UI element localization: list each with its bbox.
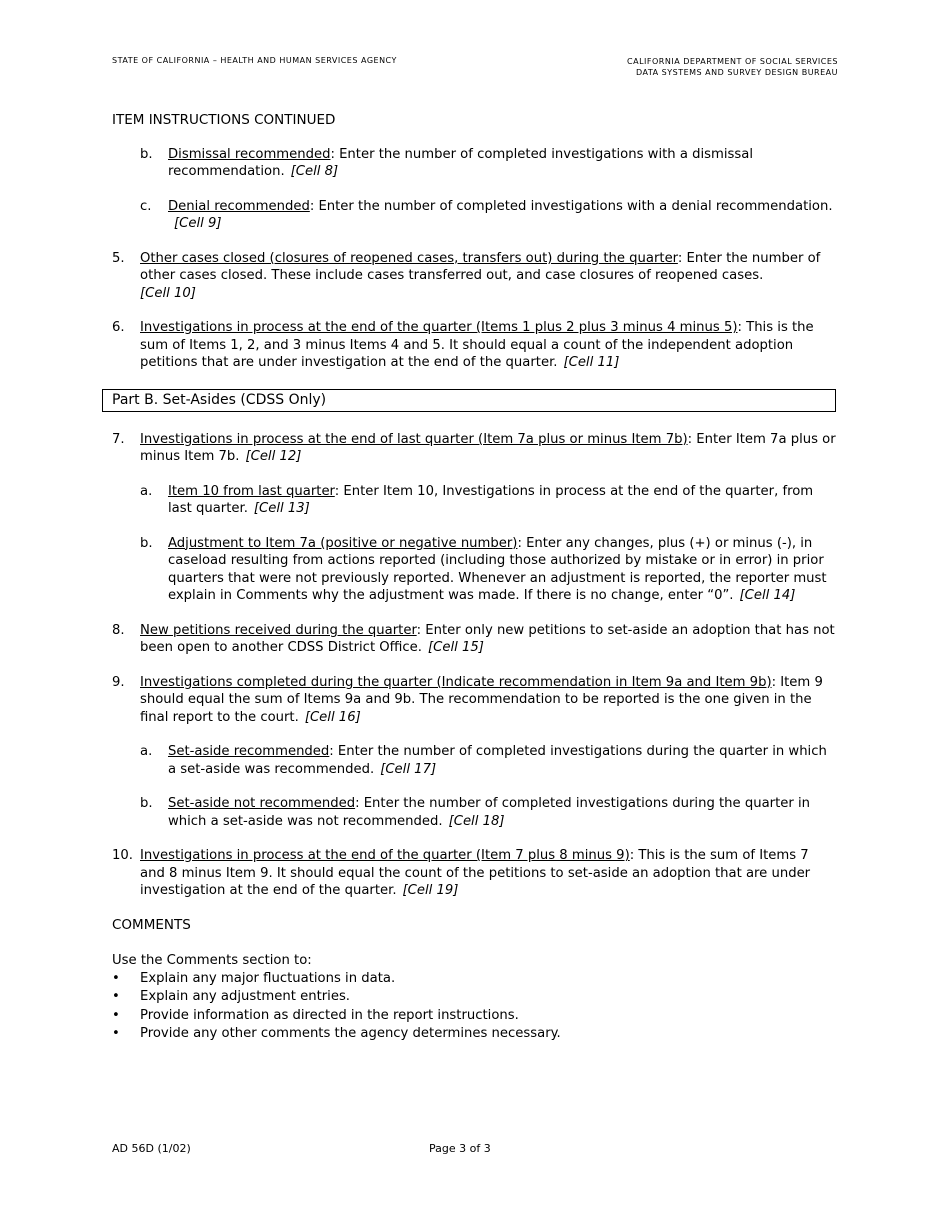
item-title: Item 10 from last quarter [168,483,335,499]
cell-reference: [Cell 18] [448,813,505,829]
section-title: ITEM INSTRUCTIONS CONTINUED [112,112,336,128]
item-title: Other cases closed (closures of reopened cases, transfers out) during the quarter [140,250,678,266]
item-text: : Enter Item 10, Investigations in process at the end of the quarter, from last quarter. [168,483,814,516]
item-number: b. [140,535,153,551]
cell-reference: [Cell 12] [245,449,302,464]
comments-intro: Use the Comments section to: [112,953,312,968]
item-title: Adjustment to Item 7a (positive or negative number) [168,535,518,551]
item-7b [112,535,836,605]
item-text: : This is the sum of Items 7 and 8 minus Item 9. It should equal the count of the petitions to set-aside an adoption that are under investigation at the end of the quarter. [140,848,811,898]
comments-list [112,970,836,1043]
part-b-heading: Part B. Set-Asides (CDSS Only) [102,389,836,412]
list-item-text: Provide information as directed in the report instructions. [140,1007,519,1023]
item-number: 7. [112,431,125,447]
cell-reference: [Cell 13] [253,501,310,516]
cell-reference: [Cell 10] [140,285,196,301]
item-7a [112,483,836,518]
item-title: Denial recommended [168,198,310,214]
item-6 [112,319,836,372]
item-title: Set-aside not recommended [168,796,356,811]
list-item-text: Explain any adjustment entries. [140,989,351,1004]
list-item [112,970,836,988]
item-title: Investigations in process at the end of the quarter (Item 7 plus 8 minus 9) [140,848,630,863]
item-number: a. [140,744,153,759]
cell-reference: [Cell 14] [739,588,796,603]
cell-reference: [Cell 11] [563,355,620,370]
cell-reference: [Cell 15] [428,640,484,655]
list-item-text: Provide any other comments the agency determines necessary. [140,1026,561,1041]
cell-reference: [Cell 16] [304,709,361,725]
item-title: Investigations in process at the end of the quarter (Items 1 plus 2 plus 3 minus 4 minus 5) [140,320,738,335]
cell-reference: [Cell 9] [174,216,222,231]
header-department [627,56,838,78]
header-department-line2: DATA SYSTEMS AND SURVEY DESIGN BUREAU [636,68,838,77]
item-number: 5. [112,250,125,266]
item-text: : Enter the number of completed investigations with a denial recommendation. [309,198,833,214]
item-text: : Enter the number of other cases closed. These include cases transferred out, and case closures of reopened cases. [140,250,821,283]
item-title: Investigations completed during the quarter (Indicate recommendation in Item 9a and Item 9b) [140,674,772,690]
bullet-icon: • [112,989,120,1004]
instructions-content [112,112,836,1044]
list-item [112,1025,836,1043]
item-number: 9. [112,674,125,690]
item-5 [112,250,836,303]
item-text: : Item 9 should equal the sum of Items 9a and 9b. The recommendation to be reported is the one given in the final report to the court. [140,674,823,725]
item-4c [112,198,836,233]
page-number: Page 3 of 3 [429,1142,491,1155]
item-4b [112,146,836,181]
item-text: : This is the sum of Items 1, 2, and 3 minus Items 4 and 5. It should equal a count of the independent adoption petitions that are under investigation at the end of the quarter. [140,320,814,370]
header-agency: STATE OF CALIFORNIA – HEALTH AND HUMAN SERVICES AGENCY [112,56,397,65]
item-title: Investigations in process at the end of last quarter (Item 7a plus or minus Item 7b) [140,431,688,447]
item-9a [112,743,836,778]
item-number: b. [140,796,153,811]
item-text: : Enter the number of completed investigations during the quarter in which a set-aside was not recommended. [168,796,811,829]
header-department-line1: CALIFORNIA DEPARTMENT OF SOCIAL SERVICES [627,57,838,66]
item-title: New petitions received during the quarter [140,622,417,638]
item-text: : Enter only new petitions to set-aside an adoption that has not been open to another CDSS District Office. [140,622,835,655]
item-text: : Enter Item 7a plus or minus Item 7b. [140,431,836,464]
item-title: Set-aside recommended [168,744,330,759]
form-identifier: AD 56D (1/02) [112,1142,191,1155]
item-title: Dismissal recommended [168,146,331,162]
item-text: : Enter the number of completed investigations with a dismissal recommendation. [168,146,754,179]
item-number: 8. [112,622,125,638]
item-text: : Enter the number of completed investigations during the quarter in which a set-aside was recommended. [168,744,827,777]
item-9 [112,674,836,727]
cell-reference: [Cell 8] [290,164,339,179]
cell-reference: [Cell 17] [380,761,437,777]
item-number: 6. [112,320,125,335]
item-7 [112,431,836,466]
list-item [112,988,836,1006]
item-number: a. [140,483,153,499]
item-10 [112,847,836,900]
list-item [112,1007,836,1025]
bullet-icon: • [112,1007,120,1023]
comments-heading: COMMENTS [112,916,191,933]
item-text: : Enter any changes, plus (+) or minus (-), in caseload resulting from actions reported (including those authorized by mistake or in error) in prior quarters that were not previously reported. Whenever an adjustment is reported, the reporter must explain in Comments why the adjustment was made. If there is no change, enter “0”. [168,535,827,603]
item-number: 10. [112,848,133,863]
bullet-icon: • [112,1026,120,1041]
cell-reference: [Cell 19] [402,883,459,898]
item-number: c. [140,198,152,214]
list-item-text: Explain any major fluctuations in data. [140,970,396,986]
item-9b [112,795,836,830]
item-8 [112,622,836,657]
bullet-icon: • [112,970,120,986]
item-number: b. [140,146,153,162]
